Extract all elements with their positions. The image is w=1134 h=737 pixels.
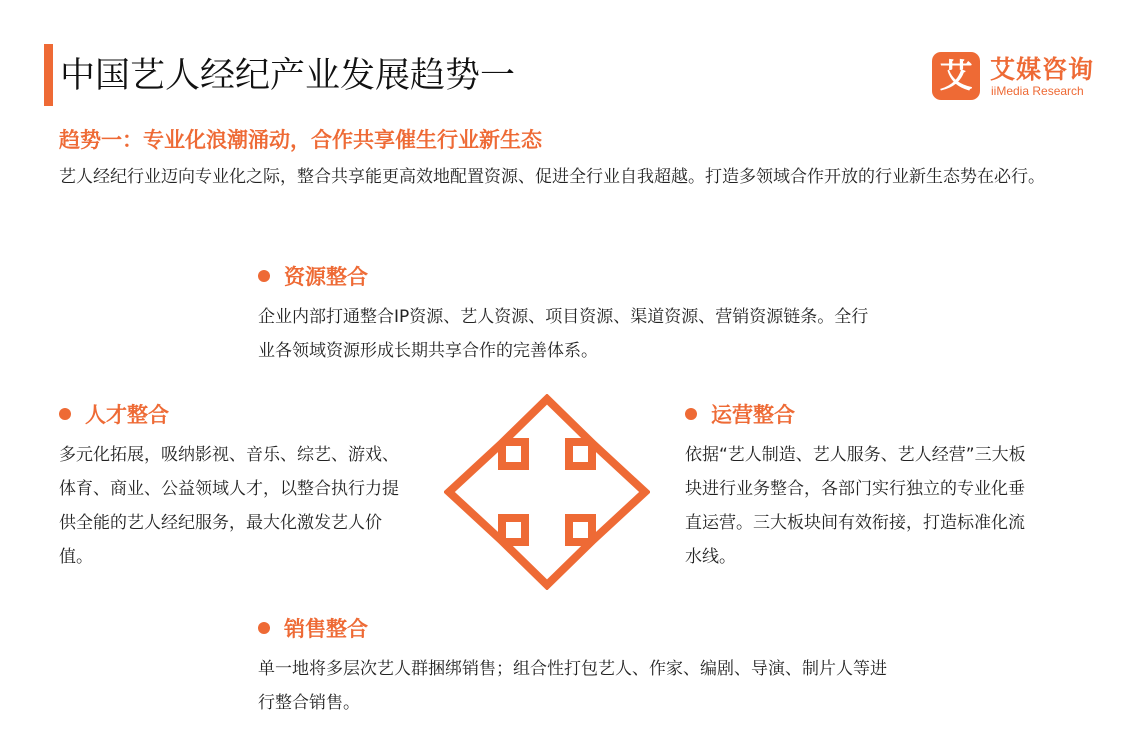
section-heading	[685, 400, 1035, 430]
iimedia-logo	[932, 52, 1112, 104]
section-title: 人才整合	[85, 403, 169, 427]
section-heading	[258, 262, 878, 292]
section-title: 运营整合	[711, 403, 795, 427]
logo-english-name: iiMedia Research	[991, 84, 1084, 98]
page-title: 中国艺人经纪产业发展趋势一	[60, 56, 516, 96]
logo-glyph: 艾	[939, 56, 973, 95]
dot-icon	[258, 270, 270, 282]
section-body: 依据“艺人制造、艺人服务、艺人经营”三大板块进行业务整合，各部门实行独立的专业化垂直运营。三大板块间有效衔接，打造标准化流水线。	[685, 445, 1026, 567]
resources-integration-section	[258, 262, 878, 368]
section-heading	[59, 400, 409, 430]
four-way-arrows-icon	[444, 394, 650, 590]
talent-integration-section	[59, 400, 409, 574]
section-body: 多元化拓展，吸纳影视、音乐、综艺、游戏、体育、商业、公益领域人才，以整合执行力提供全能的艺人经纪服务，最大化激发艺人价值。	[59, 445, 399, 567]
dot-icon	[258, 622, 270, 634]
section-heading	[258, 614, 898, 644]
logo-chinese-name: 艾媒咨询	[990, 55, 1095, 84]
dot-icon	[685, 408, 697, 420]
section-title: 销售整合	[284, 617, 368, 641]
section-title: 资源整合	[284, 265, 368, 289]
operations-integration-section	[685, 400, 1035, 574]
trend-heading: 趋势一：专业化浪潮涌动，合作共享催生行业新生态	[59, 128, 542, 152]
sales-integration-section	[258, 614, 898, 720]
section-body: 单一地将多层次艺人群捆绑销售；组合性打包艺人、作家、编剧、导演、制片人等进行整合销售。	[258, 659, 887, 713]
title-accent-bar	[44, 44, 53, 106]
trend-intro-paragraph: 艺人经纪行业迈向专业化之际，整合共享能更高效地配置资源、促进全行业自我超越。打造多领域合作开放的行业新生态势在必行。	[59, 167, 1045, 187]
section-body: 企业内部打通整合IP资源、艺人资源、项目资源、渠道资源、营销资源链条。全行业各领域资源形成长期共享合作的完善体系。	[258, 307, 869, 361]
dot-icon	[59, 408, 71, 420]
